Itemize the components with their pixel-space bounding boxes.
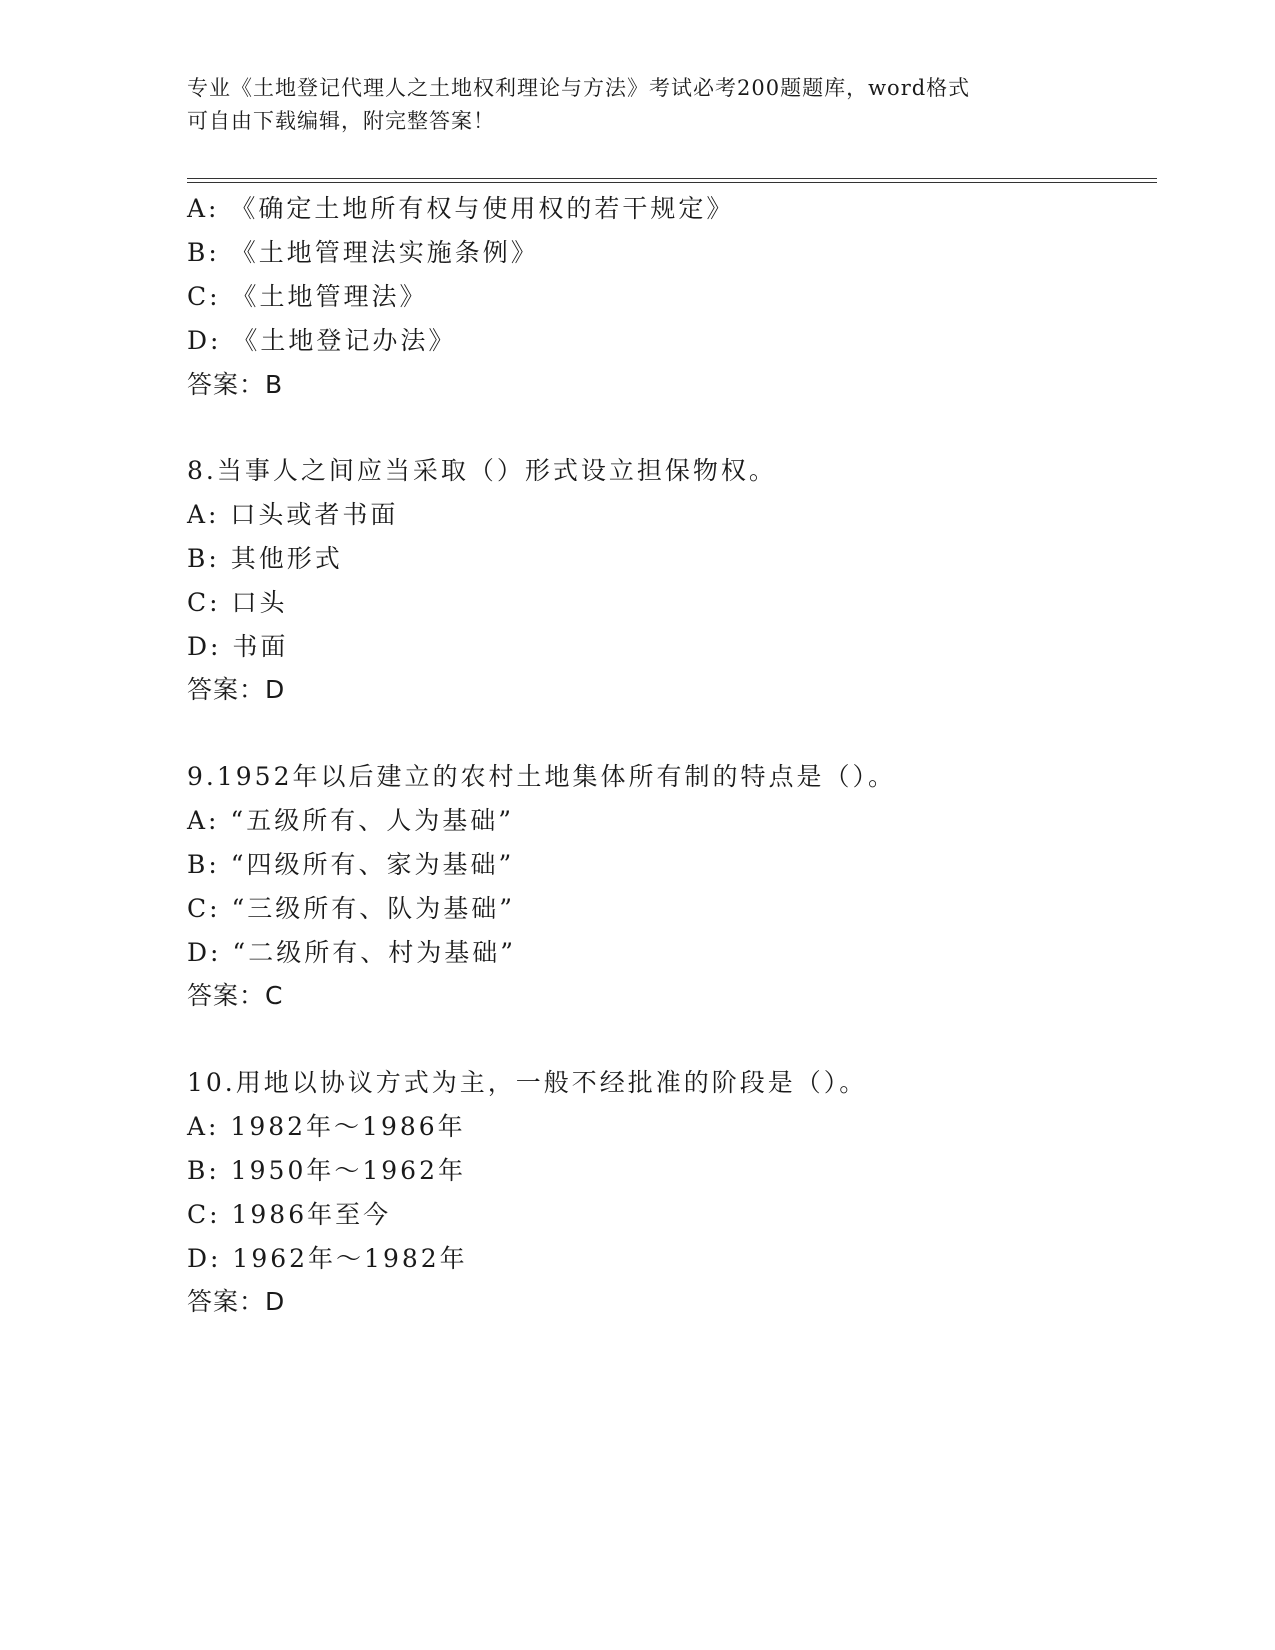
document-header	[187, 72, 1087, 138]
q9-answer: 答案：C	[187, 981, 284, 1010]
q8-answer: 答案：D	[187, 675, 286, 704]
q9-option-b: B: “四级所有、家为基础”	[187, 850, 515, 879]
q7-option-a: A: 《确定土地所有权与使用权的若干规定》	[187, 194, 735, 223]
q10-question: 10.用地以协议方式为主，一般不经批准的阶段是（）。	[187, 1068, 868, 1097]
header-line-1: 专业《土地登记代理人之土地权利理论与方法》考试必考200题题库，word格式	[187, 76, 971, 100]
q10-option-a: A: 1982年～1986年	[187, 1112, 466, 1141]
q9-option-d: D: “二级所有、村为基础”	[187, 938, 516, 967]
q9-option-a: A: “五级所有、人为基础”	[187, 806, 514, 835]
header-divider-top	[187, 178, 1157, 179]
header-line-2: 可自由下载编辑，附完整答案！	[187, 109, 495, 133]
q10-option-c: C: 1986年至今	[187, 1200, 392, 1229]
q7-option-c: C: 《土地管理法》	[187, 282, 428, 311]
q8-option-b: B: 其他形式	[187, 544, 343, 573]
q7-answer: 答案：B	[187, 370, 284, 399]
q8-question: 8.当事人之间应当采取（）形式设立担保物权。	[187, 456, 777, 485]
q8-option-d: D: 书面	[187, 632, 289, 661]
q10-option-b: B: 1950年～1962年	[187, 1156, 466, 1185]
q10-option-d: D: 1962年～1982年	[187, 1244, 468, 1273]
header-divider-bottom	[187, 182, 1157, 183]
q8-option-a: A: 口头或者书面	[187, 500, 399, 529]
q9-question: 9.1952年以后建立的农村土地集体所有制的特点是（）。	[187, 762, 896, 791]
q8-option-c: C: 口头	[187, 588, 288, 617]
q9-option-c: C: “三级所有、队为基础”	[187, 894, 516, 923]
q10-answer: 答案：D	[187, 1287, 286, 1316]
q7-option-b: B: 《土地管理法实施条例》	[187, 238, 539, 267]
q7-option-d: D: 《土地登记办法》	[187, 326, 457, 355]
